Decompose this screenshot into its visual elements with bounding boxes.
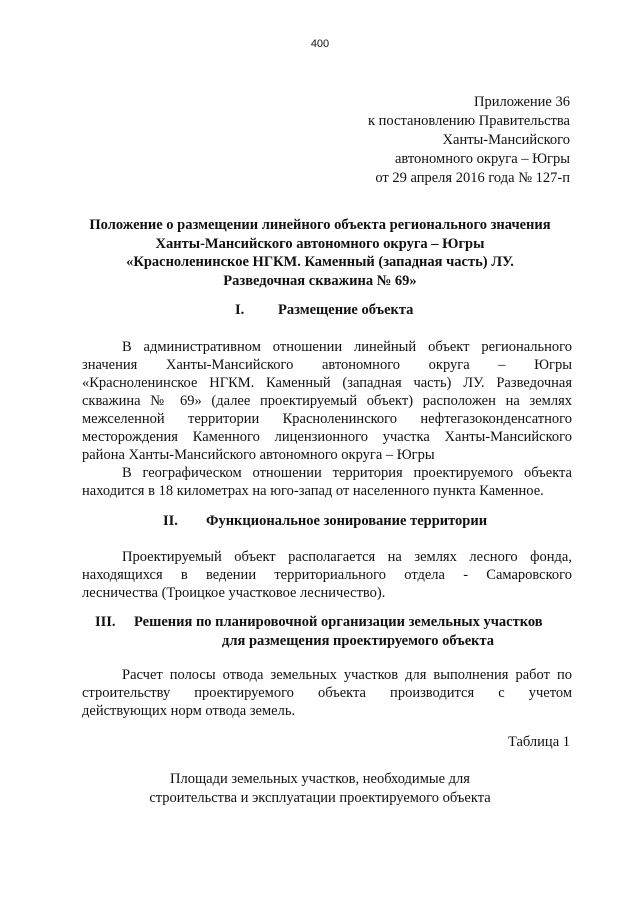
- section-title: Функциональное зонирование территории: [206, 513, 488, 529]
- paragraph-line: В географическом отношении территория проектируемого объекта: [122, 465, 572, 481]
- title-line: Разведочная скважина № 69»: [223, 272, 417, 289]
- section-number: III.: [95, 614, 116, 630]
- appendix-line: к постановлению Правительства: [368, 113, 570, 129]
- appendix-line: Приложение 36: [474, 94, 570, 110]
- table-caption: [70, 770, 570, 808]
- paragraph-line: лесничества (Троицкое участковое лесничество).: [82, 585, 386, 601]
- section-1-paragraph-2: [82, 464, 572, 500]
- section-2-paragraph-1: [82, 548, 572, 602]
- paragraph-line: скважина № 69» (далее проектируемый объект) расположен на землях: [82, 393, 572, 409]
- appendix-line: от 29 апреля 2016 года № 127-п: [375, 170, 570, 186]
- appendix-line: автономного округа – Югры: [394, 151, 570, 167]
- title-line: Ханты-Мансийского автономного округа – Югры: [155, 235, 485, 252]
- appendix-block: [368, 93, 570, 188]
- paragraph-line: месторождения Каменного лицензионного участка Ханты-Мансийского: [82, 429, 572, 445]
- section-number: I.: [235, 302, 245, 318]
- section-3-paragraph-1: [82, 666, 572, 720]
- table-label: Таблица 1: [507, 734, 570, 750]
- paragraph-line: Расчет полосы отвода земельных участков для выполнения работ по: [122, 667, 572, 683]
- section-title: для размещения проектируемого объекта: [222, 633, 495, 649]
- paragraph-line: В административном отношении линейный объект регионального: [122, 339, 572, 355]
- title-line: «Красноленинское НГКМ. Каменный (западная часть) ЛУ.: [126, 254, 514, 270]
- appendix-line: Ханты-Мансийского: [442, 132, 570, 148]
- paragraph-line: действующих норм отвода земель.: [82, 703, 296, 719]
- section-title: Решения по планировочной организации земельных участков: [134, 614, 543, 630]
- paragraph-line: строительству проектируемого объекта производится с учетом: [82, 685, 572, 701]
- paragraph-line: района Ханты-Мансийского автономного округа – Югры: [82, 447, 435, 463]
- caption-line: Площади земельных участков, необходимые для: [170, 771, 470, 787]
- paragraph-line: находящихся в ведении территориального отдела - Самаровского: [82, 567, 572, 583]
- paragraph-line: «Красноленинское НГКМ. Каменный (западная часть) ЛУ. Разведочная: [82, 375, 572, 391]
- paragraph-line: Проектируемый объект располагается на землях лесного фонда,: [122, 549, 572, 565]
- section-number: II.: [163, 513, 178, 529]
- title-line: Положение о размещении линейного объекта регионального значения: [89, 217, 551, 233]
- page-number: 400: [310, 38, 330, 50]
- caption-line: строительства и эксплуатации проектируемого объекта: [149, 790, 491, 806]
- section-1-paragraph-1: [82, 338, 572, 464]
- paragraph-line: межселенной территории Красноленинского нефтегазоконденсатного: [82, 411, 572, 427]
- document-title: [70, 216, 570, 290]
- paragraph-line: находится в 18 километрах на юго-запад от населенного пункта Каменное.: [82, 483, 544, 499]
- section-title: Размещение объекта: [278, 302, 414, 318]
- paragraph-line: значения Ханты-Мансийского автономного округа – Югры: [82, 357, 572, 373]
